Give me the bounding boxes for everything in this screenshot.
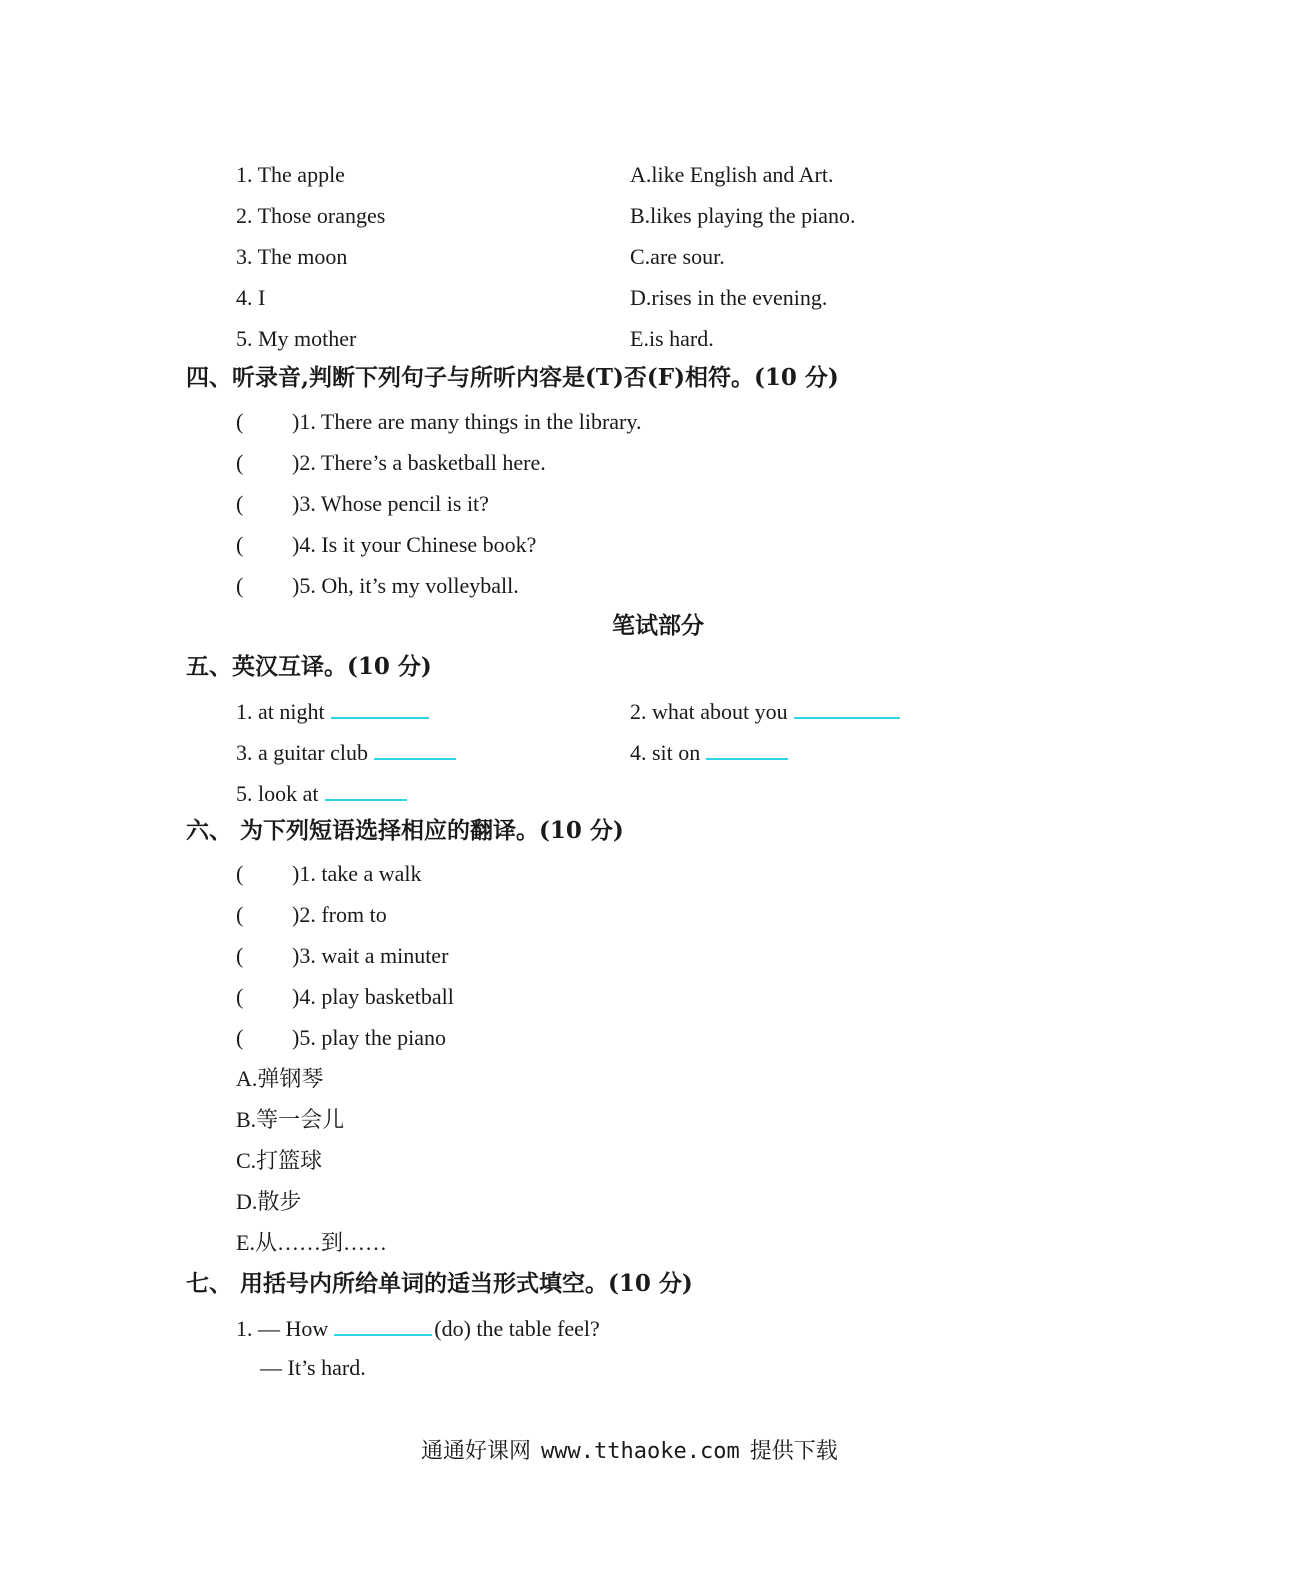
footer-url[interactable]: www.tthaoke.com — [541, 1439, 740, 1464]
answer-paren[interactable]: ( — [236, 902, 244, 927]
judge-item-4: ( )4. Is it your Chinese book? — [236, 532, 537, 557]
answer-blank[interactable] — [331, 697, 429, 719]
matching-left-3: 3. The moon — [236, 244, 348, 269]
option-a: A.弹钢琴 — [236, 1066, 324, 1091]
answer-paren[interactable]: ( — [236, 573, 244, 598]
phrase-item-5: ( )5. play the piano — [236, 1025, 446, 1050]
matching-right-e: E.is hard. — [630, 326, 714, 351]
answer-paren[interactable]: ( — [236, 450, 244, 475]
fill-item-1: 1. — How (do) the table feel? — [236, 1316, 600, 1341]
judge-item-3: ( )3. Whose pencil is it? — [236, 491, 489, 516]
section-6-heading: 六、 为下列短语选择相应的翻译。(10 分) — [186, 817, 624, 844]
answer-paren[interactable]: ( — [236, 861, 244, 886]
option-b: B.等一会儿 — [236, 1107, 345, 1132]
section-4-heading: 四、听录音,判断下列句子与所听内容是(T)否(F)相符。(10 分) — [186, 364, 839, 391]
option-e: E.从……到…… — [236, 1230, 387, 1255]
translate-item-5: 5. look at — [236, 779, 407, 807]
translate-item-4: 4. sit on — [630, 738, 788, 766]
phrase-item-1: ( )1. take a walk — [236, 861, 422, 886]
judge-item-5: ( )5. Oh, it’s my volleyball. — [236, 573, 519, 598]
matching-right-c: C.are sour. — [630, 244, 725, 269]
translate-item-3: 3. a guitar club — [236, 738, 456, 766]
answer-blank[interactable] — [794, 697, 900, 719]
fill-item-1-answer: — It’s hard. — [260, 1355, 366, 1380]
section-5-heading: 五、英汉互译。(10 分) — [186, 653, 432, 680]
judge-item-1: ( )1. There are many things in the library. — [236, 409, 642, 434]
answer-paren[interactable]: ( — [236, 1025, 244, 1050]
answer-blank[interactable] — [325, 779, 407, 801]
phrase-item-3: ( )3. wait a minuter — [236, 943, 449, 968]
matching-left-2: 2. Those oranges — [236, 203, 386, 228]
answer-blank[interactable] — [706, 738, 788, 760]
option-c: C.打篮球 — [236, 1148, 323, 1173]
matching-right-d: D.rises in the evening. — [630, 285, 828, 310]
matching-left-5: 5. My mother — [236, 326, 357, 351]
matching-left-1: 1. The apple — [236, 162, 345, 187]
matching-left-4: 4. I — [236, 285, 266, 310]
answer-paren[interactable]: ( — [236, 943, 244, 968]
answer-blank[interactable] — [334, 1314, 432, 1336]
section-7-heading: 七、 用括号内所给单词的适当形式填空。(10 分) — [186, 1270, 693, 1297]
phrase-item-2: ( )2. from to — [236, 902, 387, 927]
written-part-title: 笔试部分 — [612, 612, 704, 639]
matching-right-b: B.likes playing the piano. — [630, 203, 856, 228]
option-d: D.散步 — [236, 1189, 302, 1214]
answer-paren[interactable]: ( — [236, 532, 244, 557]
translate-item-2: 2. what about you — [630, 697, 900, 725]
judge-item-2: ( )2. There’s a basketball here. — [236, 450, 546, 475]
answer-blank[interactable] — [374, 738, 456, 760]
footer-credit: 通通好课网 www.tthaoke.com 提供下载 — [421, 1439, 838, 1464]
translate-item-1: 1. at night — [236, 697, 429, 725]
matching-right-a: A.like English and Art. — [630, 162, 834, 187]
answer-paren[interactable]: ( — [236, 984, 244, 1009]
answer-paren[interactable]: ( — [236, 491, 244, 516]
phrase-item-4: ( )4. play basketball — [236, 984, 454, 1009]
answer-paren[interactable]: ( — [236, 409, 244, 434]
